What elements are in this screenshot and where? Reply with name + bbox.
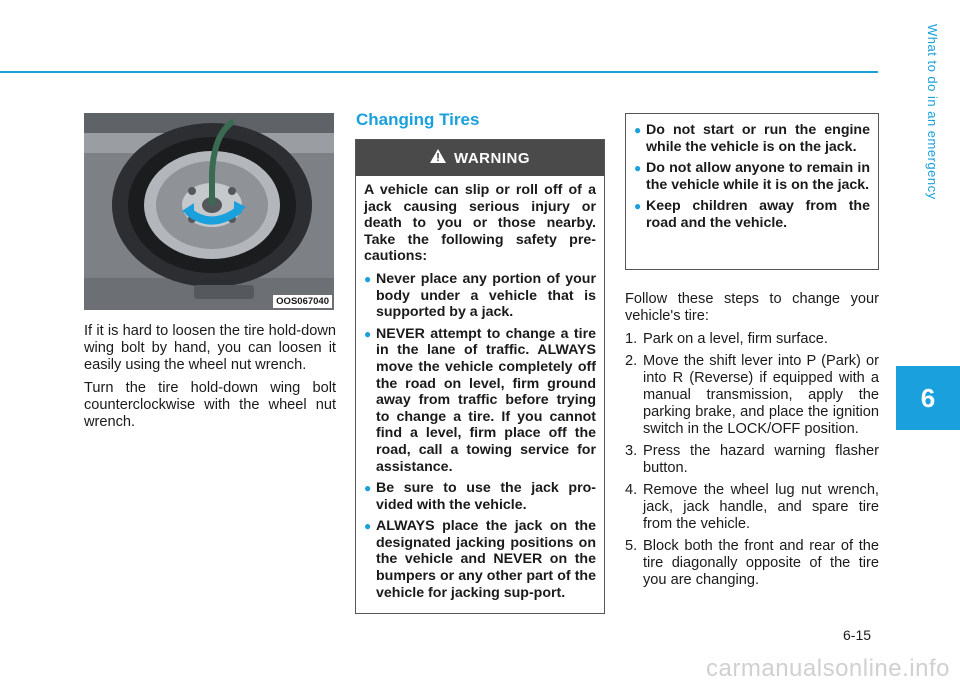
paragraph: If it is hard to loosen the tire hold-down wing bolt by hand, you can loosen it easily using the wheel nut wrench. xyxy=(84,323,336,373)
warning-box xyxy=(355,139,605,614)
bullet-text: ALWAYS place the jack on the designated jacking positions on the vehicle and NEVER on the bumpers or any other part of the vehicle for jacking sup-port. xyxy=(376,518,596,601)
warning-bullet xyxy=(364,480,596,513)
bullet-text: Do not start or run the engine while the vehicle is on the jack. xyxy=(646,122,870,155)
warning-triangle-icon xyxy=(430,149,446,167)
bullet-icon: ● xyxy=(364,271,372,286)
bullet-icon: ● xyxy=(634,123,642,137)
page-number: 6-15 xyxy=(843,627,872,643)
note-bullet xyxy=(634,122,870,155)
bullet-icon: ● xyxy=(364,481,372,496)
warning-bullet xyxy=(364,271,596,321)
step-text: Block both the front and rear of the tire diagonally opposite of the tire you are changing. xyxy=(643,538,879,588)
step-item xyxy=(625,331,879,348)
step-item xyxy=(625,482,879,533)
warning-bullet xyxy=(364,326,596,475)
watermark: carmanualsonline.info xyxy=(706,655,950,682)
right-column xyxy=(625,291,879,594)
warning-body xyxy=(356,176,604,601)
step-number: 4. xyxy=(625,482,638,498)
step-number: 3. xyxy=(625,443,638,459)
caution-note-box xyxy=(625,113,879,270)
bullet-text: Never place any portion of your body under a vehicle that is supported by a jack. xyxy=(376,270,596,321)
bullet-text: NEVER attempt to change a tire in the lane of traffic. ALWAYS move the vehicle completely off the road on level, firm ground away from traffic before trying to change a tire. If you cannot find a level, firm place off the road, call a towing service for assistance. xyxy=(376,325,596,475)
step-item xyxy=(625,353,879,438)
step-item xyxy=(625,443,879,477)
chapter-number-tab[interactable]: 6 xyxy=(896,366,960,430)
step-number: 5. xyxy=(625,538,638,554)
warning-bullet xyxy=(364,518,596,601)
step-text: Park on a level, firm surface. xyxy=(643,331,828,347)
spare-tire-image xyxy=(84,113,334,310)
step-number: 1. xyxy=(625,331,638,347)
step-text: Move the shift lever into P (Park) or into R (Reverse) if equipped with a manual transmission, apply the parking brake, and place the ignition switch in the LOCK/OFF position. xyxy=(643,353,879,437)
chapter-title: What to do in an emergency xyxy=(925,24,940,200)
bullet-text: Do not allow anyone to remain in the vehicle while it is on the jack. xyxy=(646,160,870,193)
steps-intro: Follow these steps to change your vehicle's tire: xyxy=(625,291,879,324)
spare-tire-illustration xyxy=(84,113,334,310)
bullet-text: Be sure to use the jack pro-vided with the vehicle. xyxy=(376,480,596,513)
bullet-icon: ● xyxy=(364,326,372,341)
bullet-icon: ● xyxy=(634,199,642,214)
left-column xyxy=(84,323,336,437)
note-bullet xyxy=(634,198,870,231)
warning-heading: WARNING xyxy=(454,149,530,167)
warning-header xyxy=(356,140,604,176)
bullet-text: Keep children away from the road and the vehicle. xyxy=(646,198,870,231)
step-text: Remove the wheel lug nut wrench, jack, jack handle, and spare tire from the vehicle. xyxy=(643,482,879,532)
section-title: Changing Tires xyxy=(356,110,480,129)
steps-list xyxy=(625,331,879,589)
step-item xyxy=(625,538,879,589)
note-bullet xyxy=(634,160,870,193)
header-rule xyxy=(0,71,878,73)
figure-code: OOS067040 xyxy=(273,295,332,308)
paragraph: Turn the tire hold-down wing bolt counterclockwise with the wheel nut wrench. xyxy=(84,380,336,430)
step-number: 2. xyxy=(625,353,638,369)
bullet-icon: ● xyxy=(364,519,372,534)
step-text: Press the hazard warning flasher button. xyxy=(643,443,879,476)
warning-intro: A vehicle can slip or roll off of a jack causing serious injury or death to you or those nearby. Take the following safety pre-cautions: xyxy=(364,182,596,265)
bullet-icon: ● xyxy=(634,161,642,176)
